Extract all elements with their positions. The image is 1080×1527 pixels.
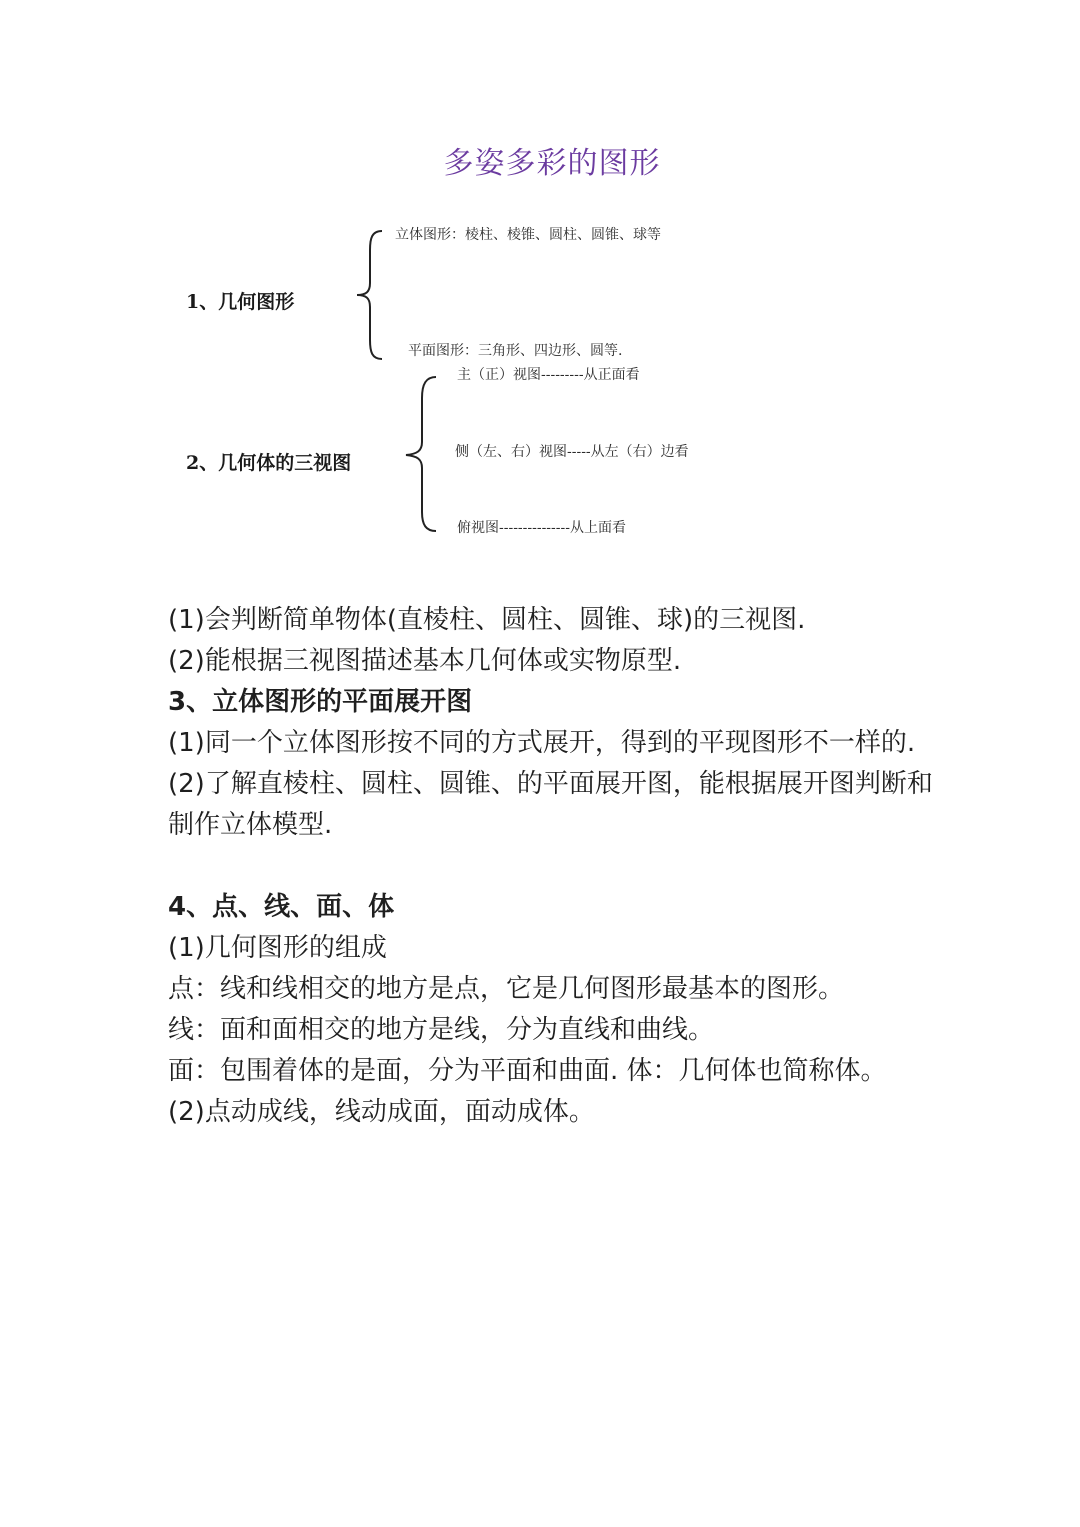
s4-item-3: 线：面和面相交的地方是线，分为直线和曲线。 (168, 1015, 715, 1045)
s2-item-2: (2)能根据三视图描述基本几何体或实物原型. (168, 646, 682, 676)
section1-branch-plane: 平面图形：三角形、四边形、圆等. (408, 343, 623, 359)
body-content (168, 600, 958, 1133)
s3-item-1: (1)同一个立体图形按不同的方式展开，得到的平现图形不一样的. (168, 728, 916, 758)
s4-item-1: (1)几何图形的组成 (168, 933, 387, 963)
s4-heading: 4、点、线、面、体 (168, 892, 395, 922)
s2-item-1: (1)会判断简单物体(直棱柱、圆柱、圆锥、球)的三视图. (168, 605, 806, 635)
page-title: 多姿多彩的图形 (443, 146, 661, 181)
section2-branch-front: 主（正）视图---------从正面看 (457, 367, 640, 383)
s3-heading: 3、立体图形的平面展开图 (168, 687, 473, 717)
section2-branch-side: 侧（左、右）视图-----从左（右）边看 (455, 444, 689, 460)
section2-label: 2、几何体的三视图 (186, 452, 352, 474)
section2-branch-top: 俯视图---------------从上面看 (457, 520, 626, 536)
s3-item-2: (2)了解直棱柱、圆柱、圆锥、的平面展开图，能根据展开图判断和制作立体模型. (168, 769, 933, 840)
s4-item-2: 点：线和线相交的地方是点，它是几何图形最基本的图形。 (168, 974, 845, 1004)
spacer (168, 846, 958, 887)
section1-brace (350, 228, 390, 362)
section1-label: 1、几何图形 (186, 291, 295, 313)
s4-item-4: 面：包围着体的是面，分为平面和曲面. 体：几何体也简称体。 (168, 1056, 887, 1086)
section1-branch-solid: 立体图形：棱柱、棱锥、圆柱、圆锥、球等 (395, 227, 661, 243)
s4-item-5: (2)点动成线，线动成面，面动成体。 (168, 1097, 595, 1127)
section2-brace (398, 374, 442, 534)
